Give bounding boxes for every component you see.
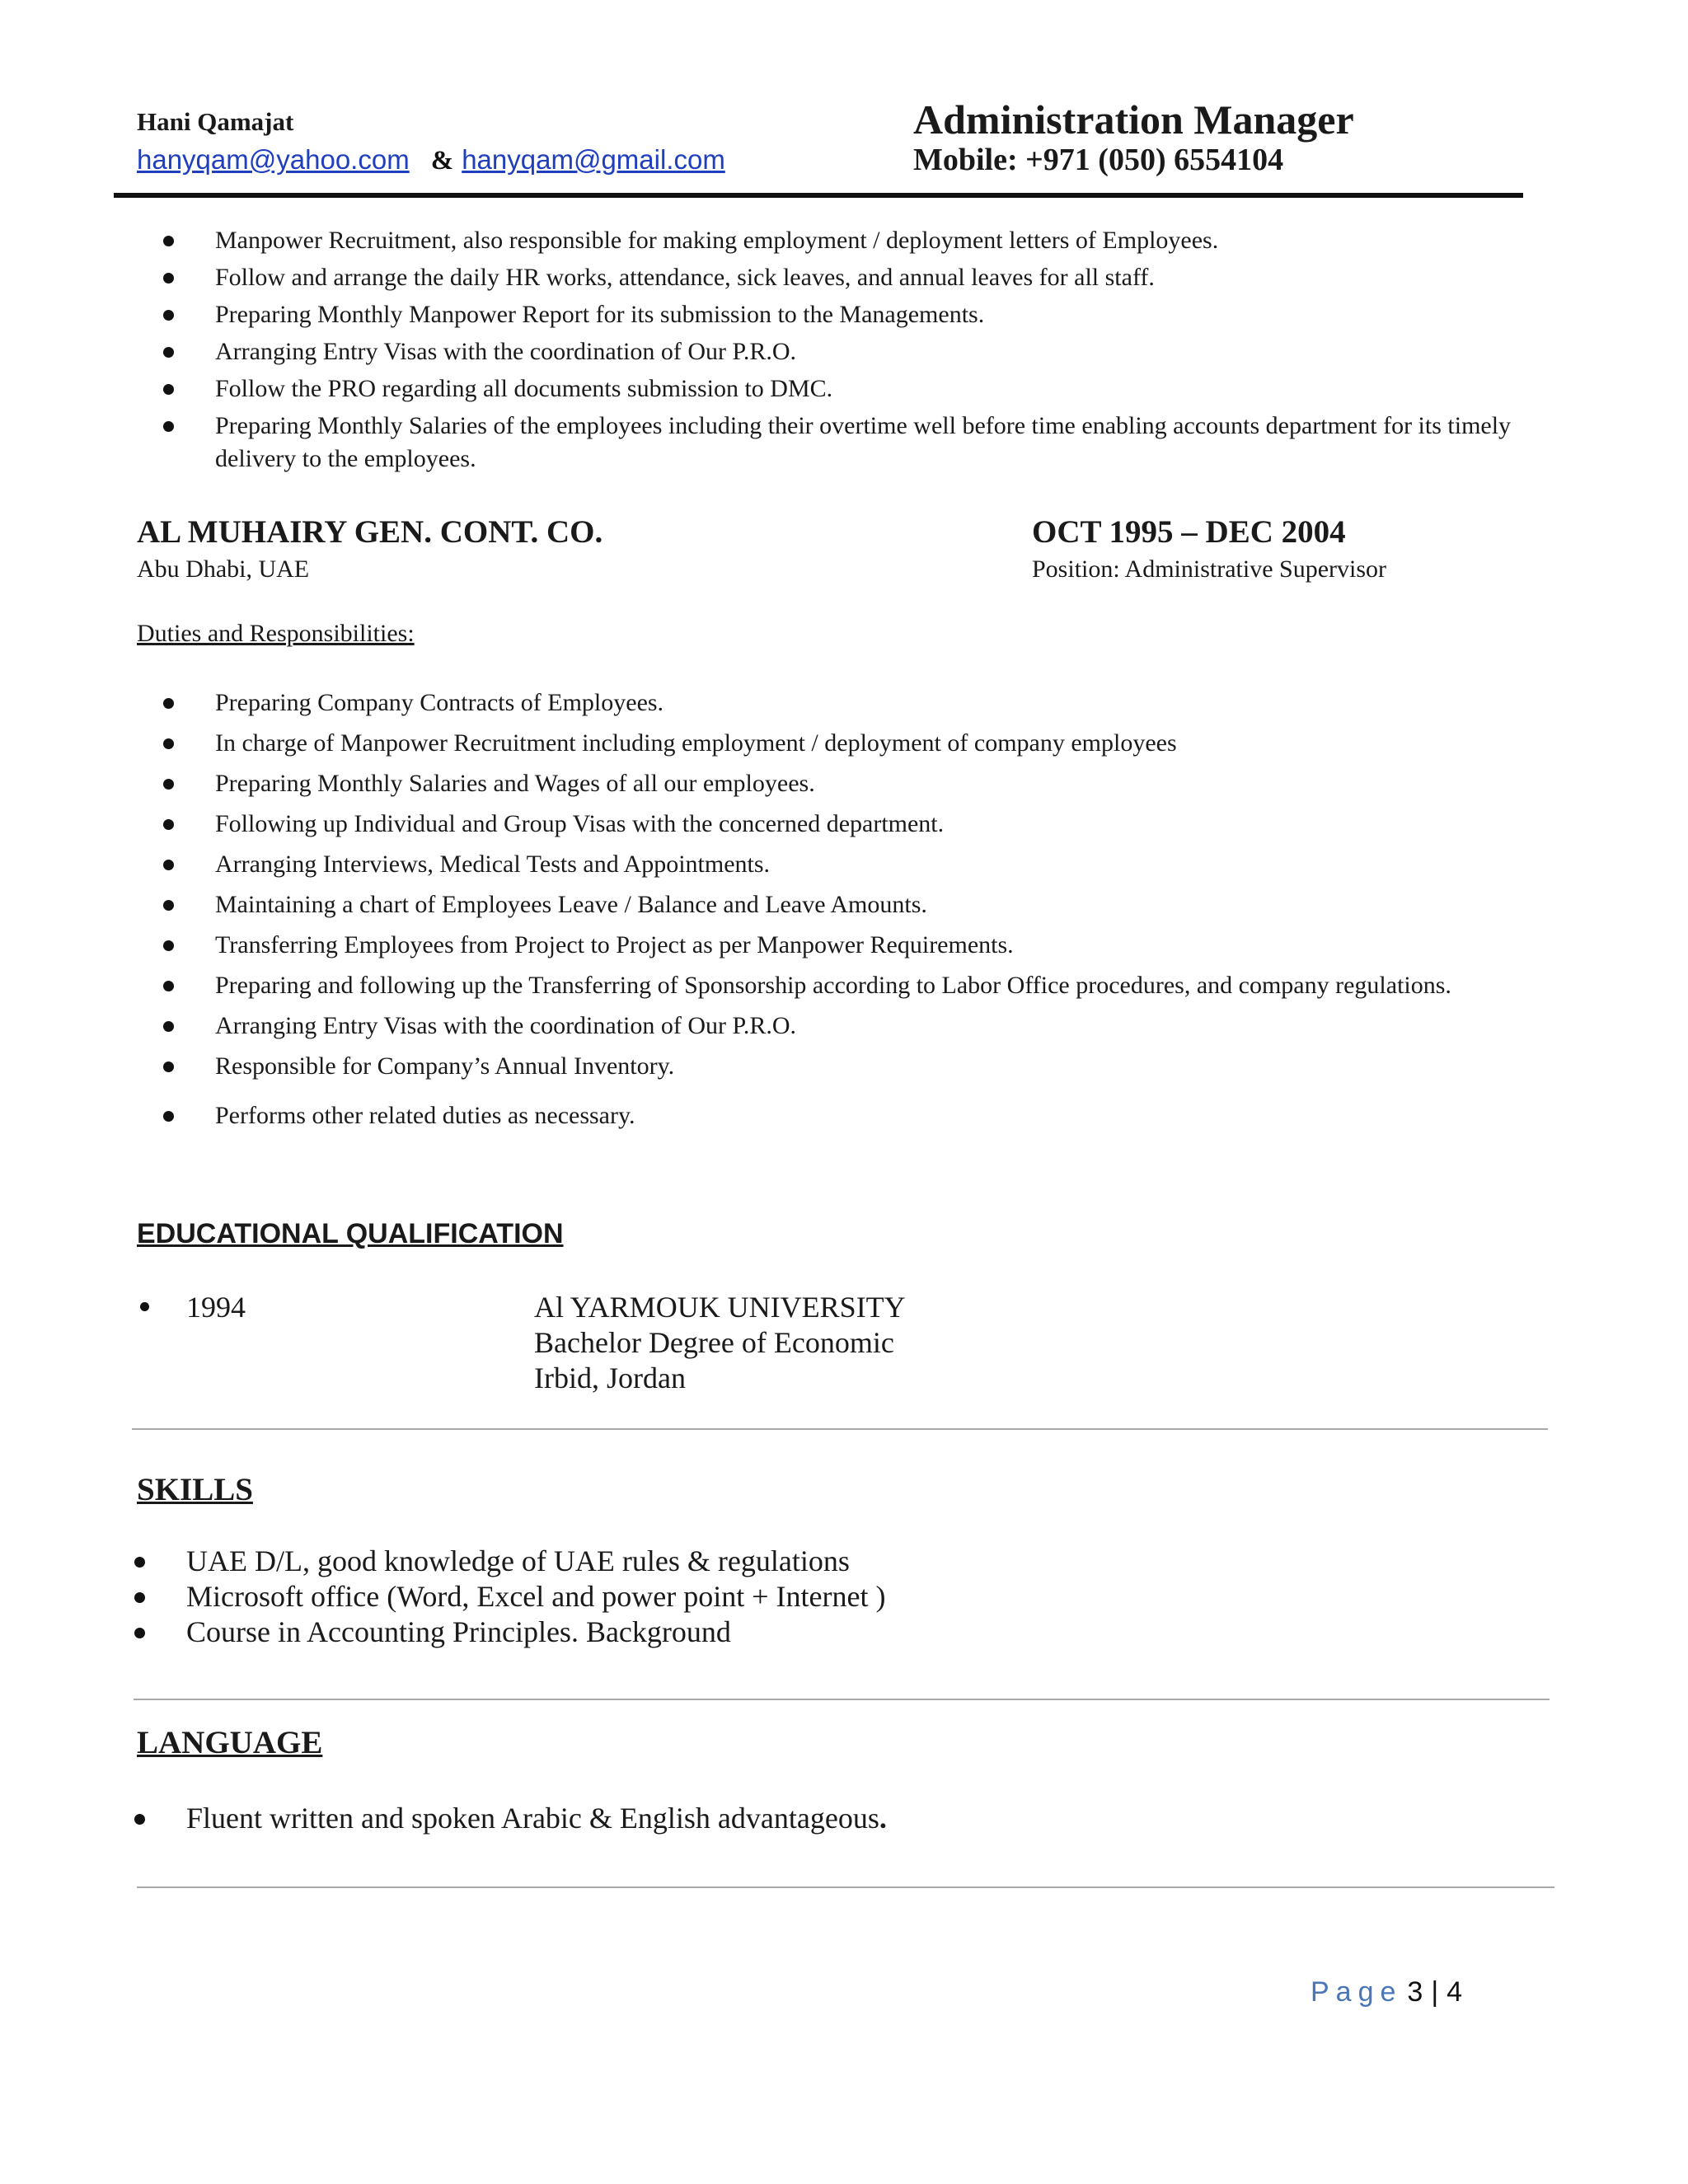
list-item: Preparing Company Contracts of Employees. [215, 687, 1526, 719]
list-item: UAE D/L, good knowledge of UAE rules & regulations [186, 1544, 1423, 1579]
bullet-icon [134, 1814, 145, 1825]
bullet-icon [163, 900, 174, 911]
page-number [1311, 1976, 1462, 2008]
section-divider [132, 1428, 1548, 1430]
skills-heading: SKILLS [137, 1472, 253, 1507]
list-item: Preparing and following up the Transferring of Sponsorship according to Labor Office procedures, and company regulations. [215, 969, 1526, 1002]
bullet-icon [163, 273, 174, 284]
list-item: Course in Accounting Principles. Background [186, 1615, 1423, 1650]
skills-list [186, 1544, 1423, 1650]
duties-heading: Duties and Responsibilities: [137, 620, 415, 647]
list-item: Arranging Interviews, Medical Tests and Appointments. [215, 848, 1526, 881]
candidate-name: Hani Qamajat [137, 107, 294, 136]
list-item: Manpower Recruitment, also responsible for making employment / deployment letters of Employees. [215, 224, 1526, 257]
list-item: Performs other related duties as necessary. [215, 1099, 1526, 1132]
bullet-icon [163, 1111, 174, 1122]
list-item: Arranging Entry Visas with the coordination of Our P.R.O. [215, 335, 1526, 368]
list-item: Follow the PRO regarding all documents submission to DMC. [215, 373, 1526, 405]
bullet-icon [163, 384, 174, 395]
university-location: Irbid, Jordan [534, 1361, 686, 1394]
page-separator: | [1431, 1976, 1439, 2008]
company-name: AL MUHAIRY GEN. CONT. CO. [137, 514, 603, 550]
graduation-year: 1994 [186, 1291, 246, 1324]
duties-list [215, 687, 1526, 1140]
list-item: Following up Individual and Group Visas with the concerned department. [215, 808, 1526, 841]
list-item: Preparing Monthly Salaries and Wages of all our employees. [215, 767, 1526, 800]
degree-name: Bachelor Degree of Economic [534, 1326, 894, 1359]
list-item: Preparing Monthly Salaries of the employees including their overtime well before time enabling accounts department for its timely delivery to the employees. [215, 410, 1526, 476]
bullet-icon [163, 310, 174, 321]
bullet-icon [163, 981, 174, 991]
email-separator: & [430, 146, 454, 176]
education-heading: EDUCATIONAL QUALIFICATION [137, 1218, 564, 1249]
list-item: Microsoft office (Word, Excel and power point + Internet ) [186, 1579, 1423, 1615]
bullet-icon [163, 347, 174, 358]
job-position: Position: Administrative Supervisor [1032, 555, 1387, 583]
list-item: Responsible for Company’s Annual Inventory. [215, 1050, 1526, 1083]
university-name: Al YARMOUK UNIVERSITY [534, 1291, 906, 1324]
list-item: Fluent written and spoken Arabic & English advantageous. [186, 1801, 1423, 1836]
language-heading: LANGUAGE [137, 1725, 323, 1760]
bullet-icon [163, 1021, 174, 1032]
bullet-icon [134, 1628, 145, 1638]
bullet-icon [134, 1557, 145, 1568]
job-location: Abu Dhabi, UAE [137, 555, 310, 583]
section-divider [137, 1886, 1554, 1888]
bullet-icon [163, 421, 174, 432]
bullet-icon [163, 860, 174, 870]
list-item: Arranging Entry Visas with the coordination of Our P.R.O. [215, 1010, 1526, 1043]
job-title: Administration Manager [913, 96, 1354, 143]
bullet-icon [163, 738, 174, 749]
bullet-icon [140, 1302, 149, 1311]
education-details [534, 1290, 906, 1396]
language-list [186, 1801, 1423, 1836]
mobile-number: Mobile: +971 (050) 6554104 [913, 143, 1284, 177]
list-item: Preparing Monthly Manpower Report for its submission to the Managements. [215, 298, 1526, 331]
email-link-gmail[interactable]: hanyqam@gmail.com [462, 144, 725, 175]
header-divider [114, 193, 1523, 198]
page-label: Page [1311, 1976, 1403, 2008]
bullet-icon [134, 1592, 145, 1603]
bullet-icon [163, 1062, 174, 1072]
list-item: Transferring Employees from Project to Project as per Manpower Requirements. [215, 929, 1526, 962]
bullet-icon [163, 819, 174, 830]
list-item: In charge of Manpower Recruitment including employment / deployment of company employees [215, 727, 1526, 760]
section-divider [134, 1699, 1550, 1700]
page-current: 3 [1407, 1976, 1423, 2008]
list-item: Follow and arrange the daily HR works, attendance, sick leaves, and annual leaves for all staff. [215, 261, 1526, 294]
list-item: Maintaining a chart of Employees Leave / Balance and Leave Amounts. [215, 888, 1526, 921]
contact-emails [137, 144, 725, 176]
employment-dates: OCT 1995 – DEC 2004 [1032, 514, 1346, 550]
page-total: 4 [1447, 1976, 1463, 2008]
bullet-icon [163, 940, 174, 951]
previous-duties-list [215, 224, 1526, 480]
email-link-yahoo[interactable]: hanyqam@yahoo.com [137, 144, 410, 175]
bullet-icon [163, 236, 174, 246]
bullet-icon [163, 779, 174, 790]
bullet-icon [163, 698, 174, 709]
